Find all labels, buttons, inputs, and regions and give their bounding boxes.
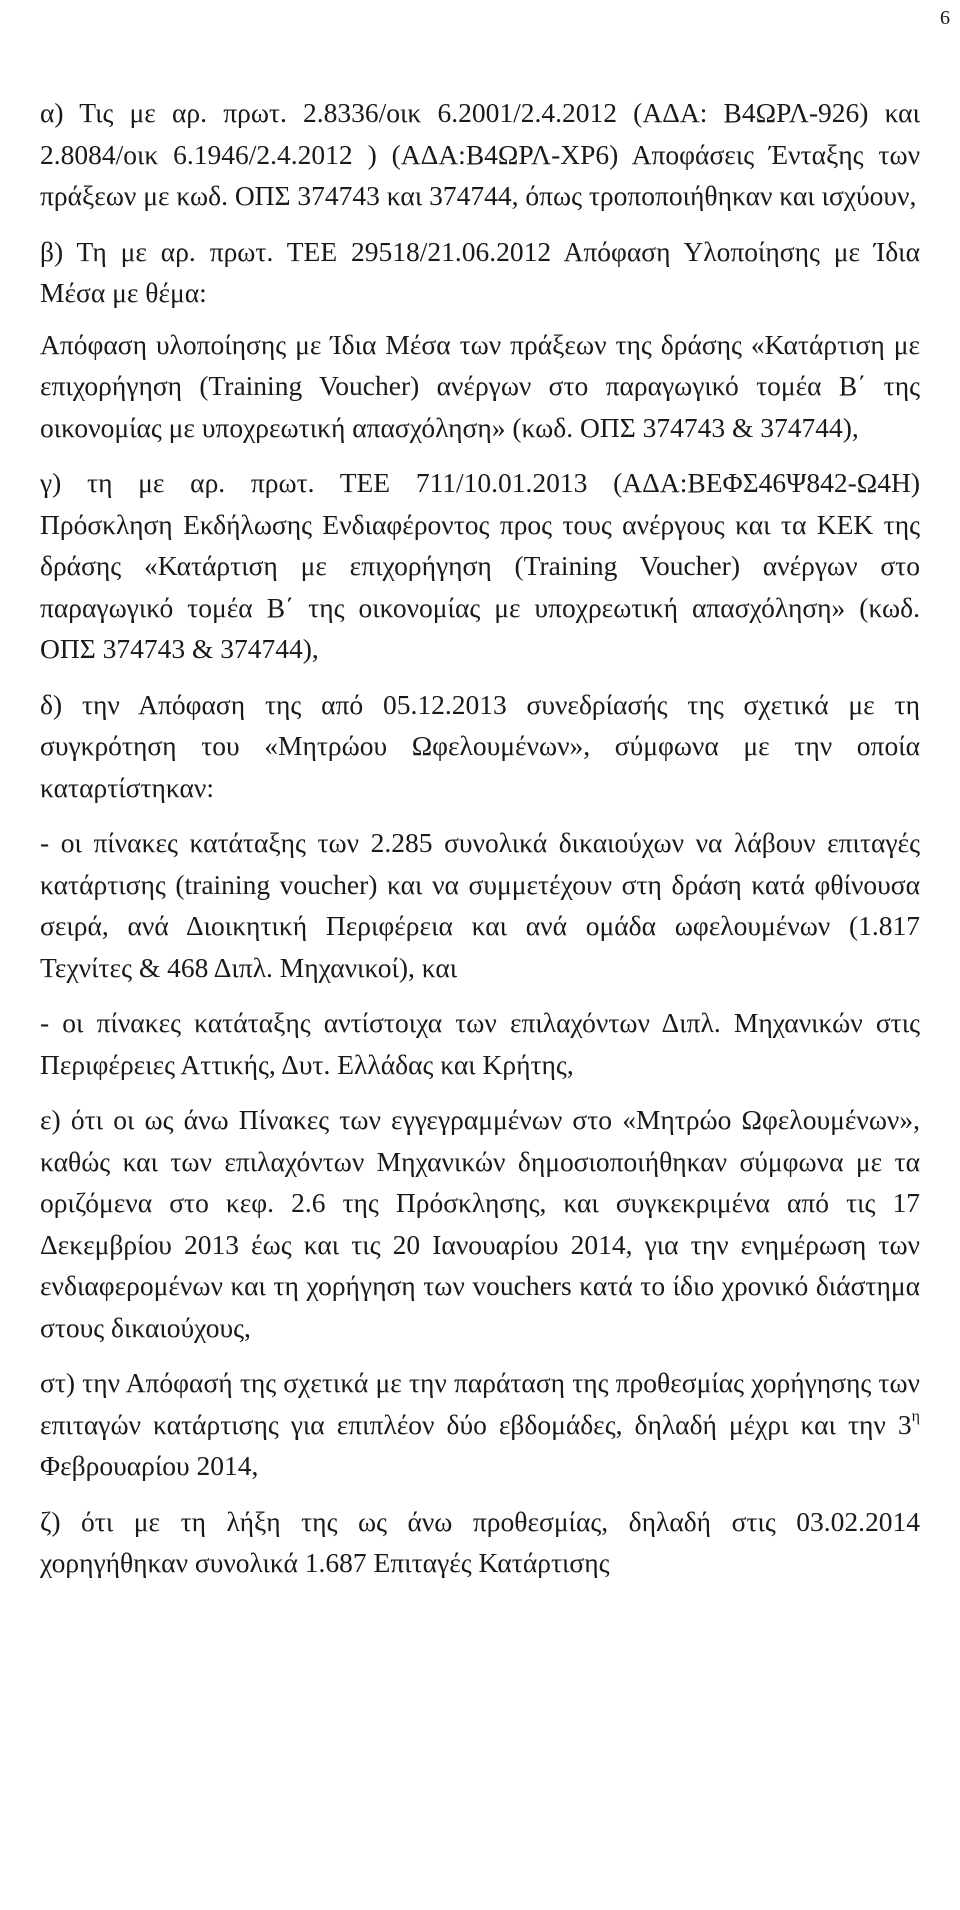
document-body — [40, 92, 920, 1598]
paragraph-st-text: στ) την Απόφασή της σχετικά με την παράταση της προθεσμίας χορήγησης των επιταγών κατάρτισης για επιπλέον δύο εβδομάδες, δηλαδή μέχρι και την 3 — [40, 1367, 920, 1440]
paragraph-c: γ) τη με αρ. πρωτ. ΤΕΕ 711/10.01.2013 (ΑΔΑ:ΒΕΦΣ46Ψ842-Ω4Η) Πρόσκληση Εκδήλωσης Ενδιαφέροντος προς τους ανέργους και τα ΚΕΚ της δράσης «Κατάρτιση με επιχορήγηση (Training Voucher) ανέργων στο παραγωγικό τομέα Β΄ της οικονομίας με υποχρεωτική απασχόληση» (κωδ. ΟΠΣ 374743 & 374744), — [40, 467, 920, 664]
paragraph-st — [40, 1362, 920, 1487]
paragraph-d: δ) την Απόφαση της από 05.12.2013 συνεδρίασής της σχετικά με τη συγκρότηση του «Μητρώου Ωφελουμένων», σύμφωνα με την οποία καταρτίστηκαν: — [40, 688, 920, 803]
list-item-runners-up: - οι πίνακες κατάταξης αντίστοιχα των επιλαχόντων Διπλ. Μηχανικών στις Περιφέρειες Αττικής, Δυτ. Ελλάδας και Κρήτης, — [40, 1007, 920, 1080]
paragraph-st-text-end: Φεβρουαρίου 2014, — [40, 1450, 259, 1481]
paragraph-z: ζ) ότι με τη λήξη της ως άνω προθεσμίας, δηλαδή στις 03.02.2014 χορηγήθηκαν συνολικά 1.687 Επιταγές Κατάρτισης — [40, 1505, 920, 1578]
ordinal-superscript: η — [911, 1408, 920, 1426]
paragraph-b-subject: Απόφαση υλοποίησης με Ίδια Μέσα των πράξεων της δράσης «Κατάρτιση με επιχορήγηση (Training Voucher) ανέργων στο παραγωγικό τομέα Β΄ της οικονομίας με υποχρεωτική απασχόληση» (κωδ. ΟΠΣ 374743 & 374744), — [40, 328, 920, 443]
paragraph-a: α) Τις με αρ. πρωτ. 2.8336/οικ 6.2001/2.4.2012 (ΑΔΑ: Β4ΩΡΛ-926) και 2.8084/οικ 6.1946/2.4.2012 ) (ΑΔΑ:Β4ΩΡΛ-ΧΡ6) Αποφάσεις Ένταξης των πράξεων με κωδ. ΟΠΣ 374743 και 374744, όπως τροποποιήθηκαν και ισχύουν, — [40, 97, 920, 211]
page-number: 6 — [940, 7, 950, 29]
paragraph-b: β) Τη με αρ. πρωτ. ΤΕΕ 29518/21.06.2012 Απόφαση Υλοποίησης με Ίδια Μέσα με θέμα: — [40, 235, 920, 308]
paragraph-e: ε) ότι οι ως άνω Πίνακες των εγγεγραμμένων στο «Μητρώο Ωφελουμένων», καθώς και των επιλαχόντων Μηχανικών δημοσιοποιήθηκαν σύμφωνα με τα οριζόμενα στο κεφ. 2.6 της Πρόσκλησης, και συγκεκριμένα από τις 17 Δεκεμβρίου 2013 έως και τις 20 Ιανουαρίου 2014, για την ενημέρωση των ενδιαφερομένων και τη χορήγηση των vouchers κατά το ίδιο χρονικό διάστημα στους δικαιούχους, — [40, 1104, 920, 1343]
list-item-rankings: - οι πίνακες κατάταξης των 2.285 συνολικά δικαιούχων να λάβουν επιταγές κατάρτισης (training voucher) και να συμμετέχουν στη δράση κατά φθίνουσα σειρά, ανά Διοικητική Περιφέρεια και ανά ομάδα ωφελουμένων (1.817 Τεχνίτες & 468 Διπλ. Μηχανικοί), και — [40, 827, 920, 983]
